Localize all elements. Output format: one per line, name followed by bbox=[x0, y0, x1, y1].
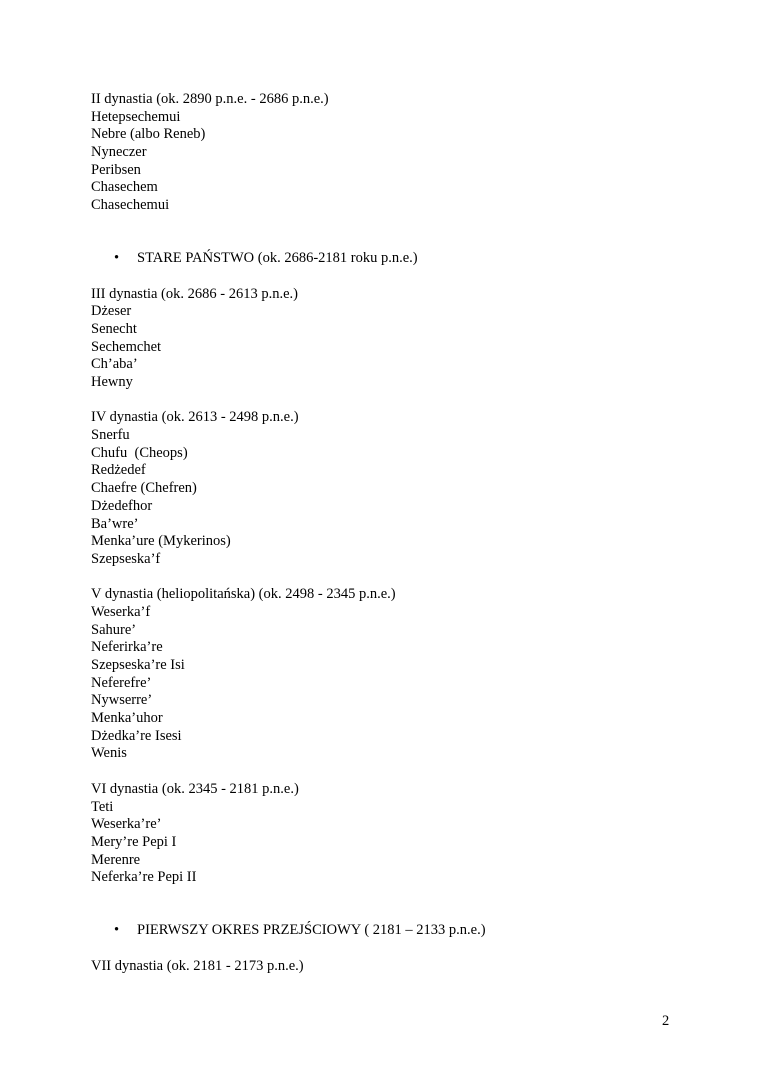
dynasty-3-ruler: Hewny bbox=[91, 374, 133, 391]
dynasty-5-ruler: Menka’uhor bbox=[91, 710, 163, 727]
dynasty-5-ruler: Sahure’ bbox=[91, 621, 137, 638]
dynasty-6-ruler: Mery’re Pepi I bbox=[91, 833, 177, 850]
dynasty-5-heading: V dynastia (heliopolitańska) (ok. 2498 - 2345 p.n.e.) bbox=[91, 586, 396, 603]
dynasty-4-heading: IV dynastia (ok. 2613 - 2498 p.n.e.) bbox=[91, 409, 299, 426]
dynasty-4-ruler: Menka’ure (Mykerinos) bbox=[91, 533, 231, 550]
section-first-intermediate-title: PIERWSZY OKRES PRZEJŚCIOWY ( 2181 – 2133 p.n.e.) bbox=[137, 922, 486, 939]
dynasty-6-heading: VI dynastia (ok. 2345 - 2181 p.n.e.) bbox=[91, 780, 299, 797]
dynasty-5-ruler: Neferirka’re bbox=[91, 639, 163, 656]
dynasty-2-ruler: Nebre (albo Reneb) bbox=[91, 126, 206, 143]
dynasty-2-ruler: Chasechem bbox=[91, 179, 158, 196]
dynasty-2-ruler: Chasechemui bbox=[91, 197, 170, 214]
document-body bbox=[91, 91, 691, 975]
bullet-icon: • bbox=[114, 250, 120, 267]
dynasty-5-ruler: Dżedka’re Isesi bbox=[91, 727, 182, 744]
dynasty-7-heading: VII dynastia (ok. 2181 - 2173 p.n.e.) bbox=[91, 957, 304, 974]
dynasty-4-ruler: Snerfu bbox=[91, 427, 130, 444]
dynasty-3-ruler: Ch’aba’ bbox=[91, 356, 138, 373]
dynasty-4-ruler: Szepseska’f bbox=[91, 550, 161, 567]
dynasty-3-ruler: Dżeser bbox=[91, 303, 132, 320]
dynasty-6-ruler: Teti bbox=[91, 798, 114, 815]
dynasty-5-ruler: Weserka’f bbox=[91, 603, 151, 620]
dynasty-2-heading: II dynastia (ok. 2890 p.n.e. - 2686 p.n.e.) bbox=[91, 91, 329, 107]
dynasty-2-ruler: Hetepsechemui bbox=[91, 108, 181, 125]
dynasty-5-ruler: Wenis bbox=[91, 745, 127, 762]
dynasty-4-ruler: Redżedef bbox=[91, 462, 146, 479]
dynasty-5-ruler: Szepseska’re Isi bbox=[91, 657, 185, 674]
dynasty-6-ruler: Weserka’re’ bbox=[91, 816, 162, 833]
section-first-intermediate bbox=[91, 922, 691, 940]
section-old-kingdom-title: STARE PAŃSTWO (ok. 2686-2181 roku p.n.e.) bbox=[137, 250, 418, 267]
dynasty-4-ruler: Chufu (Cheops) bbox=[91, 444, 188, 461]
bullet-icon: • bbox=[114, 922, 120, 939]
dynasty-4-ruler: Chaefre (Chefren) bbox=[91, 480, 197, 497]
dynasty-3-heading: III dynastia (ok. 2686 - 2613 p.n.e.) bbox=[91, 285, 298, 302]
dynasty-6-ruler: Neferka’re Pepi II bbox=[91, 869, 197, 886]
dynasty-6-ruler: Merenre bbox=[91, 851, 141, 868]
dynasty-2-ruler: Peribsen bbox=[91, 161, 141, 178]
section-old-kingdom bbox=[91, 250, 691, 268]
dynasty-3-ruler: Senecht bbox=[91, 320, 137, 337]
dynasty-5-ruler: Neferefre’ bbox=[91, 674, 152, 691]
dynasty-3-ruler: Sechemchet bbox=[91, 338, 162, 355]
page-number: 2 bbox=[662, 1013, 670, 1029]
dynasty-2-ruler: Nyneczer bbox=[91, 144, 147, 161]
dynasty-4-ruler: Ba’wre’ bbox=[91, 515, 139, 532]
dynasty-4-ruler: Dżedefhor bbox=[91, 497, 153, 514]
dynasty-5-ruler: Nywserre’ bbox=[91, 692, 153, 709]
